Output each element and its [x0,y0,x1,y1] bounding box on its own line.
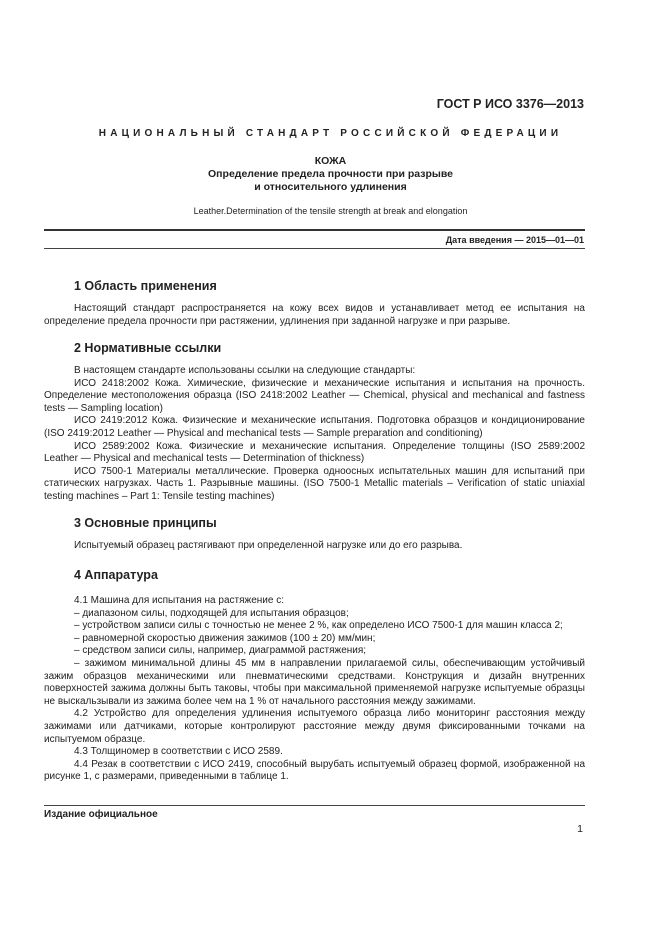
section-3-heading: 3 Основные принципы [74,516,217,530]
section-2-body [44,365,585,504]
title-main: КОЖА [314,155,347,167]
national-standard-heading: НАЦИОНАЛЬНЫЙ СТАНДАРТ РОССИЙСКОЙ ФЕДЕРАЦИИ [98,128,563,139]
reference-iso-7500-1: ИСО 7500-1 Материалы металлические. Проверка одноосных испытательных машин для испытаний при статических нагрузках. Часть 1. Разрывные машины. (ISO 7500-1 Metallic materials – Verification of static uniaxial testing machines – Part 1: Tensile testing machines) [44,465,585,502]
document-title [78,155,583,194]
date-rule [44,248,585,249]
section-2-heading: 2 Нормативные ссылки [74,341,222,355]
reference-iso-2418: ИСО 2418:2002 Кожа. Химические, физические и механические испытания и испытания на прочность. Определение местоположения образца (ISO 2418:2002 Leather — Chemical, physical and mechanical and fastness tests — Sampling location) [44,377,585,414]
list-item: – средством записи силы, например, диаграммой растяжения; [74,645,367,657]
paragraph: Испытуемый образец растягивают при определенной нагрузке или до его разрыва. [74,540,463,551]
list-item: – устройством записи силы с точностью не менее 2 %, как определено ИСО 7500-1 для машин класса 2; [74,620,563,632]
edition-note: Издание официальное [44,809,158,820]
clause-4-1: 4.1 Машина для испытания на растяжение с: [74,595,284,606]
paragraph: Настоящий стандарт распространяется на кожу всех видов и устанавливает метод ее испытания на определение предела прочности при растяжении, удлинения при заданной нагрузке и при разрыве. [44,303,585,327]
title-line-2: Определение предела прочности при разрыве [208,168,453,180]
clause-4-3: 4.3 Толщиномер в соответствии с ИСО 2589. [74,746,283,758]
list-item: – зажимом минимальной длины 45 мм в направлении прилагаемой силы, обеспечивающим устойчивый зажим образцов механическими или пневматическими средствами. Конструкция и дизайн внутренних поверхностей зажима должны быть таковы, чтобы при максимальной применяемой нагрузке испытуемые образцы не выскальзывали из зажима более чем на 1 % от начального расстояния между зажимами. [44,657,585,707]
clause-4-4: 4.4 Резак в соответствии с ИСО 2419, способный вырубать испытуемый образец формой, изображенной на рисунке 1, с размерами, приведенными в таблице 1. [44,758,585,783]
paragraph: В настоящем стандарте использованы ссылки на следующие стандарты: [74,365,416,376]
section-3-body [44,540,585,553]
section-1-body [44,303,585,328]
header-rule [44,229,585,231]
section-1-heading: 1 Область применения [74,279,217,293]
list-item: – равномерной скоростью движения зажимов (100 ± 20) мм/мин; [74,632,376,644]
section-4-heading: 4 Аппаратура [74,568,158,582]
english-title: Leather.Determination of the tensile strength at break and elongation [193,206,468,216]
list-item: – диапазоном силы, подходящей для испытания образцов; [74,607,349,619]
standard-number: ГОСТ Р ИСО 3376—2013 [436,97,584,111]
clause-4-2: 4.2 Устройство для определения удлинения испытуемого образца либо мониторинг расстояния между зажимами или датчиками, которые контролируют расстояние между двумя фиксированными точками на испытуемом образце. [44,708,585,745]
footer-rule [44,805,585,806]
reference-iso-2419: ИСО 2419:2012 Кожа. Физические и механические испытания. Подготовка образцов и кондиционирование (ISO 2419:2012 Leather — Physical and mechanical tests — Sample preparation and conditioning) [44,415,585,439]
reference-iso-2589: ИСО 2589:2002 Кожа. Физические и механические испытания. Определение толщины (ISO 2589:2002 Leather — Physical and mechanical tests — Determination of thickness) [44,440,585,465]
section-4-body [44,595,585,784]
introduction-date: Дата введения — 2015—01—01 [445,235,584,245]
title-line-3: и относительного удлинения [254,181,407,193]
page-number: 1 [577,823,583,835]
